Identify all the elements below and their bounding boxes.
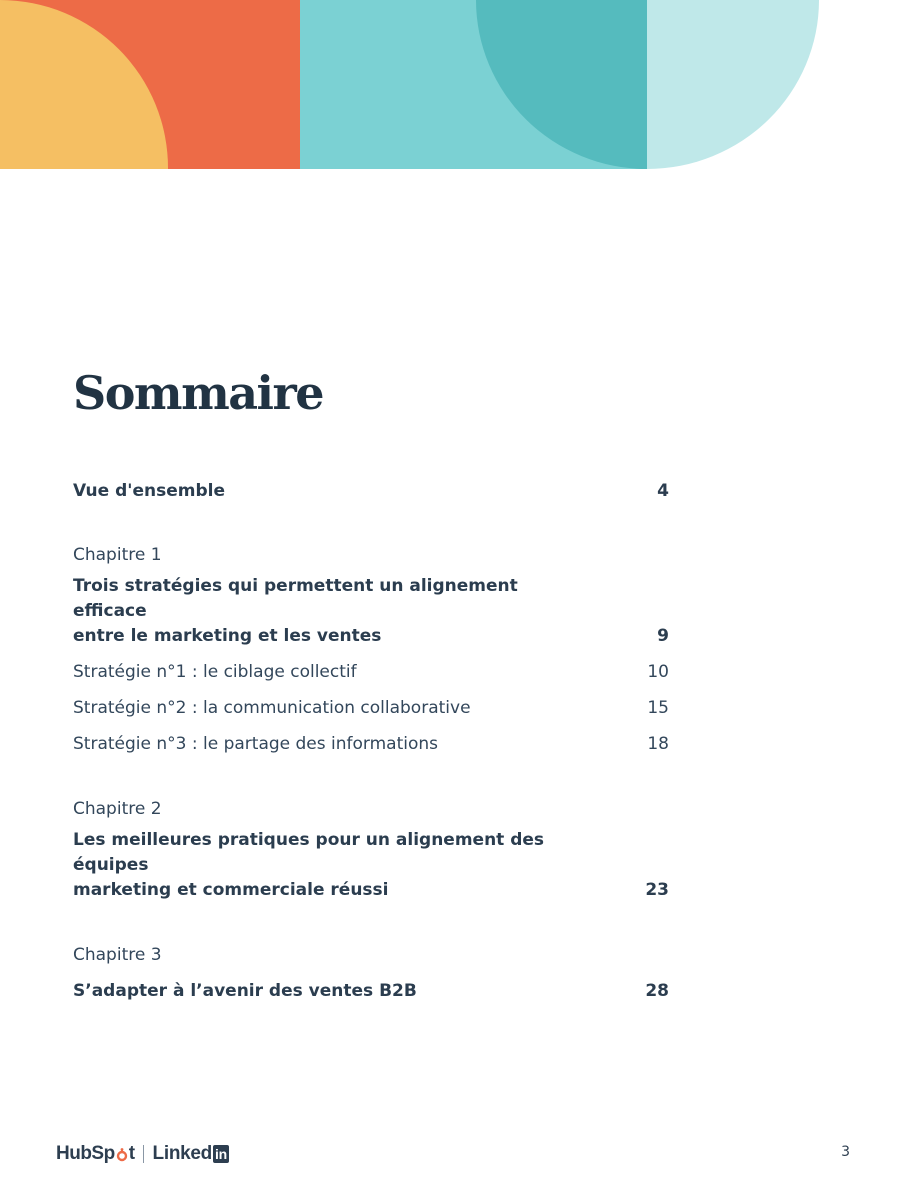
toc-page-number: 28 [645,981,669,1001]
toc-entry-strategy-1[interactable] [73,660,669,685]
chapter-3-heading: Chapitre 3 [73,945,162,965]
banner-shapes [0,0,920,169]
chapter-1-heading: Chapitre 1 [73,545,162,565]
toc-entry-label-line1: Les meilleures pratiques pour un alignement des équipes [73,830,545,875]
toc-entry-label: Vue d'ensemble [73,481,225,501]
hubspot-logo [56,1143,135,1165]
chapter-2-heading: Chapitre 2 [73,799,162,819]
toc-page-number: 9 [657,626,669,646]
light-teal-quarter-circle [647,0,819,169]
toc-entry-label: Stratégie n°2 : la communication collaborative [73,698,471,718]
footer-logos [56,1140,229,1168]
toc-entry-overview[interactable] [73,479,669,504]
toc-entry-label-line2: entre le marketing et les ventes [73,626,382,646]
linkedin-logo-text: Linked [152,1143,212,1164]
toc-entry-label: S’adapter à l’avenir des ventes B2B [73,981,417,1001]
toc-page-number: 4 [657,481,669,501]
toc-entry-label: Stratégie n°3 : le partage des informations [73,734,438,754]
hubspot-logo-text-start: HubSp [56,1143,115,1164]
toc-entry-strategy-3[interactable] [73,732,669,757]
toc-entry-label: Stratégie n°1 : le ciblage collectif [73,662,357,682]
toc-entry-chapter-2[interactable] [73,828,669,903]
table-of-contents [73,479,669,1004]
decorative-banner [0,0,920,169]
toc-page-number: 10 [647,662,669,682]
page-title: Sommaire [73,366,324,420]
toc-entry-chapter-1[interactable] [73,574,669,649]
logo-divider [143,1145,144,1163]
toc-entry-label-line1: Trois stratégies qui permettent un alignement efficace [73,576,518,621]
linkedin-in-icon: in [214,1146,227,1162]
hubspot-sprocket-icon [115,1148,129,1162]
linkedin-logo [153,1143,229,1165]
page-number: 3 [841,1144,850,1160]
toc-page-number: 18 [647,734,669,754]
toc-page-number: 23 [645,880,669,900]
toc-entry-label-line2: marketing et commerciale réussi [73,880,389,900]
toc-entry-strategy-2[interactable] [73,696,669,721]
toc-entry-chapter-3[interactable] [73,979,669,1004]
hubspot-logo-text-end: t [128,1143,135,1164]
toc-page-number: 15 [647,698,669,718]
